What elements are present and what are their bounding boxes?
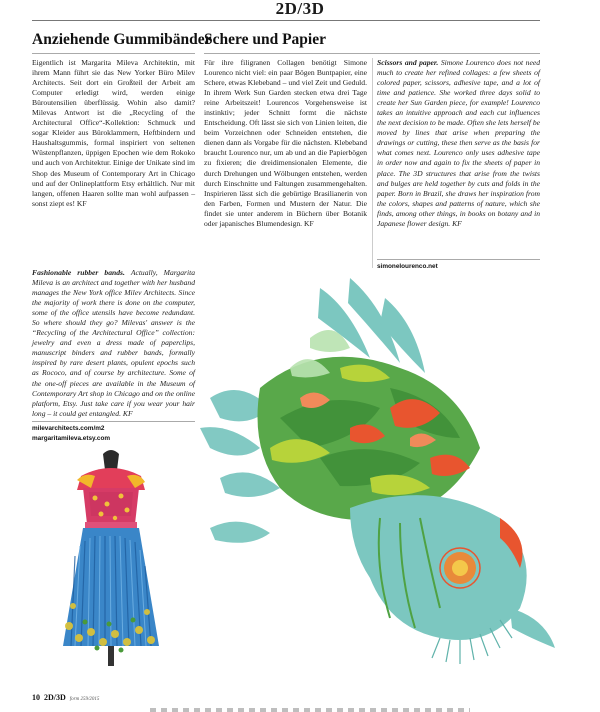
- page-footer: [32, 693, 99, 702]
- article-left-en-text: Actually, Margarita Mileva is an architect and together with her husband manages the New York office Milev Architects. Since the majority of work there is done on the computer, some of the office utensils have become redundant. So where should they go? Milevas' answer is the “Recycling of the Architectural Office” collection: jewelry and even a dress made of paperclips, manuscript binders and rubber bands, formally inspired by rare desert plants, opulent epochs such as Rococo, and of course by architecture. Some of the one-off pieces are available in the Museum of Contemporary Art shop in Chicago and on the online platform, Etsy. Just take care if you wear your hair long – it could get entangled. KF: [32, 268, 195, 418]
- simone-lourenco-link[interactable]: simonelourenco.net: [377, 263, 438, 270]
- page-number: 10: [32, 693, 40, 702]
- article-left-en-lead: Fashionable rubber bands.: [32, 268, 125, 277]
- article-right-body-de: Für ihre filigranen Collagen benötigt Simone Lourenco nicht viel: ein paar Bögen Buntpapier, eine Schere, etwas Klebeband – und viel Zeit und Geduld. In ihrem Werk Sun Garden stecken etwa drei Tage reine Arbeitszeit! Lourencos Vorgehensweise ist instinktiv; jeder Schnitt formt die nächste Entscheidung. Oft lässt sie sich von Linien leiten, die beim Vorzeichnen oder Schneiden entstehen, die dienen dann als Vorgabe für die nächsten. Klebeband braucht Lourenco nur, um ab und an die Papierbögen zu fixieren; die dreidimensionalen Elemente, die durch Drehungen und Wölbungen entstehen, werden durch Einschnitte und Faltungen zusammengehalten. Inspirieren lässt sich die gebürtige Brasilianerin von den Farben, Formen und Mustern der Natur. Die findet sie unter anderem in Büchern über Botanik oder japanisches Blumendesign. KF: [204, 58, 367, 228]
- column-separator: [372, 58, 373, 268]
- article-left-headline: Anziehende Gummibänder: [32, 31, 212, 48]
- next-page-bleed: [150, 708, 470, 712]
- left-headline-rule: [32, 53, 195, 54]
- article-right-en-text: Simone Lourenco does not need much to create her refined collages: a few sheets of colored paper, scissors, adhesive tape, and a lot of time and patience. She worked three days solid to create her Sun Garden piece, for example! Lourenco takes an intuitive approach and each cut influences the next decision to be made. Often she lets herself be moved by lines that arise when preparing the drawings or cutting, these then serve as the basis for what comes next. Lourenco only uses adhesive tape in order now and again to fix the sheets of paper in place. The 3D structures that arise from the twists and bulges are held together by cuts and folds in the paper. Born in Brazil, she draws her inspiration from the colors, shapes and patterns of nature, which she finds, among other things, in books on botany and in Japanese flower design. KF: [377, 58, 541, 228]
- milev-architects-link[interactable]: milevarchitects.com/m2: [32, 425, 105, 432]
- article-right-links: [377, 262, 438, 272]
- article-right-en-lead: Scissors and paper.: [377, 58, 439, 67]
- footer-section: 2D/3D: [44, 693, 66, 702]
- left-links-rule: [32, 421, 195, 422]
- article-left-body-en: [32, 268, 195, 419]
- etsy-shop-link[interactable]: margaritamileva.etsy.com: [32, 435, 111, 442]
- footer-issue: form 259/2015: [69, 697, 100, 702]
- article-left-body-de: Eigentlich ist Margarita Mileva Architektin, mit ihrem Mann führt sie das New Yorker Büro Milev Architects. Seit dort ein Großteil der Arbeit am Computer erledigt wird, werden einige Büroutensilien überflüssig. Wohin also damit? Milevas Antwort ist die „Recycling of the Architectural Office“-Kollektion: Schmuck und sogar Kleider aus Büroklammern, Heftbindern und Haushaltsgummis, formal inspiriert von seltenen Wüstenpflanzen, üppigen Epochen wie dem Rokoko und auch von Architektur. Einige der Unikate sind im Shop des Museum of Contemporary Art in Chicago und auf der Onlineplattform Etsy erhältlich. Nur mit langen, offenen Haaren sollte man wohl aufpassen – sonst ziept es! KF: [32, 58, 195, 208]
- right-links-rule: [377, 259, 540, 260]
- right-headline-rule: [204, 53, 540, 54]
- top-rule: [32, 20, 540, 21]
- article-left-links: [32, 424, 110, 444]
- article-right-body-en: [377, 58, 540, 229]
- section-title: 2D/3D: [275, 0, 325, 18]
- rubber-band-dress-image: [55, 446, 167, 666]
- article-right-headline: Schere und Papier: [204, 31, 326, 48]
- sun-garden-collage-image: [200, 278, 560, 678]
